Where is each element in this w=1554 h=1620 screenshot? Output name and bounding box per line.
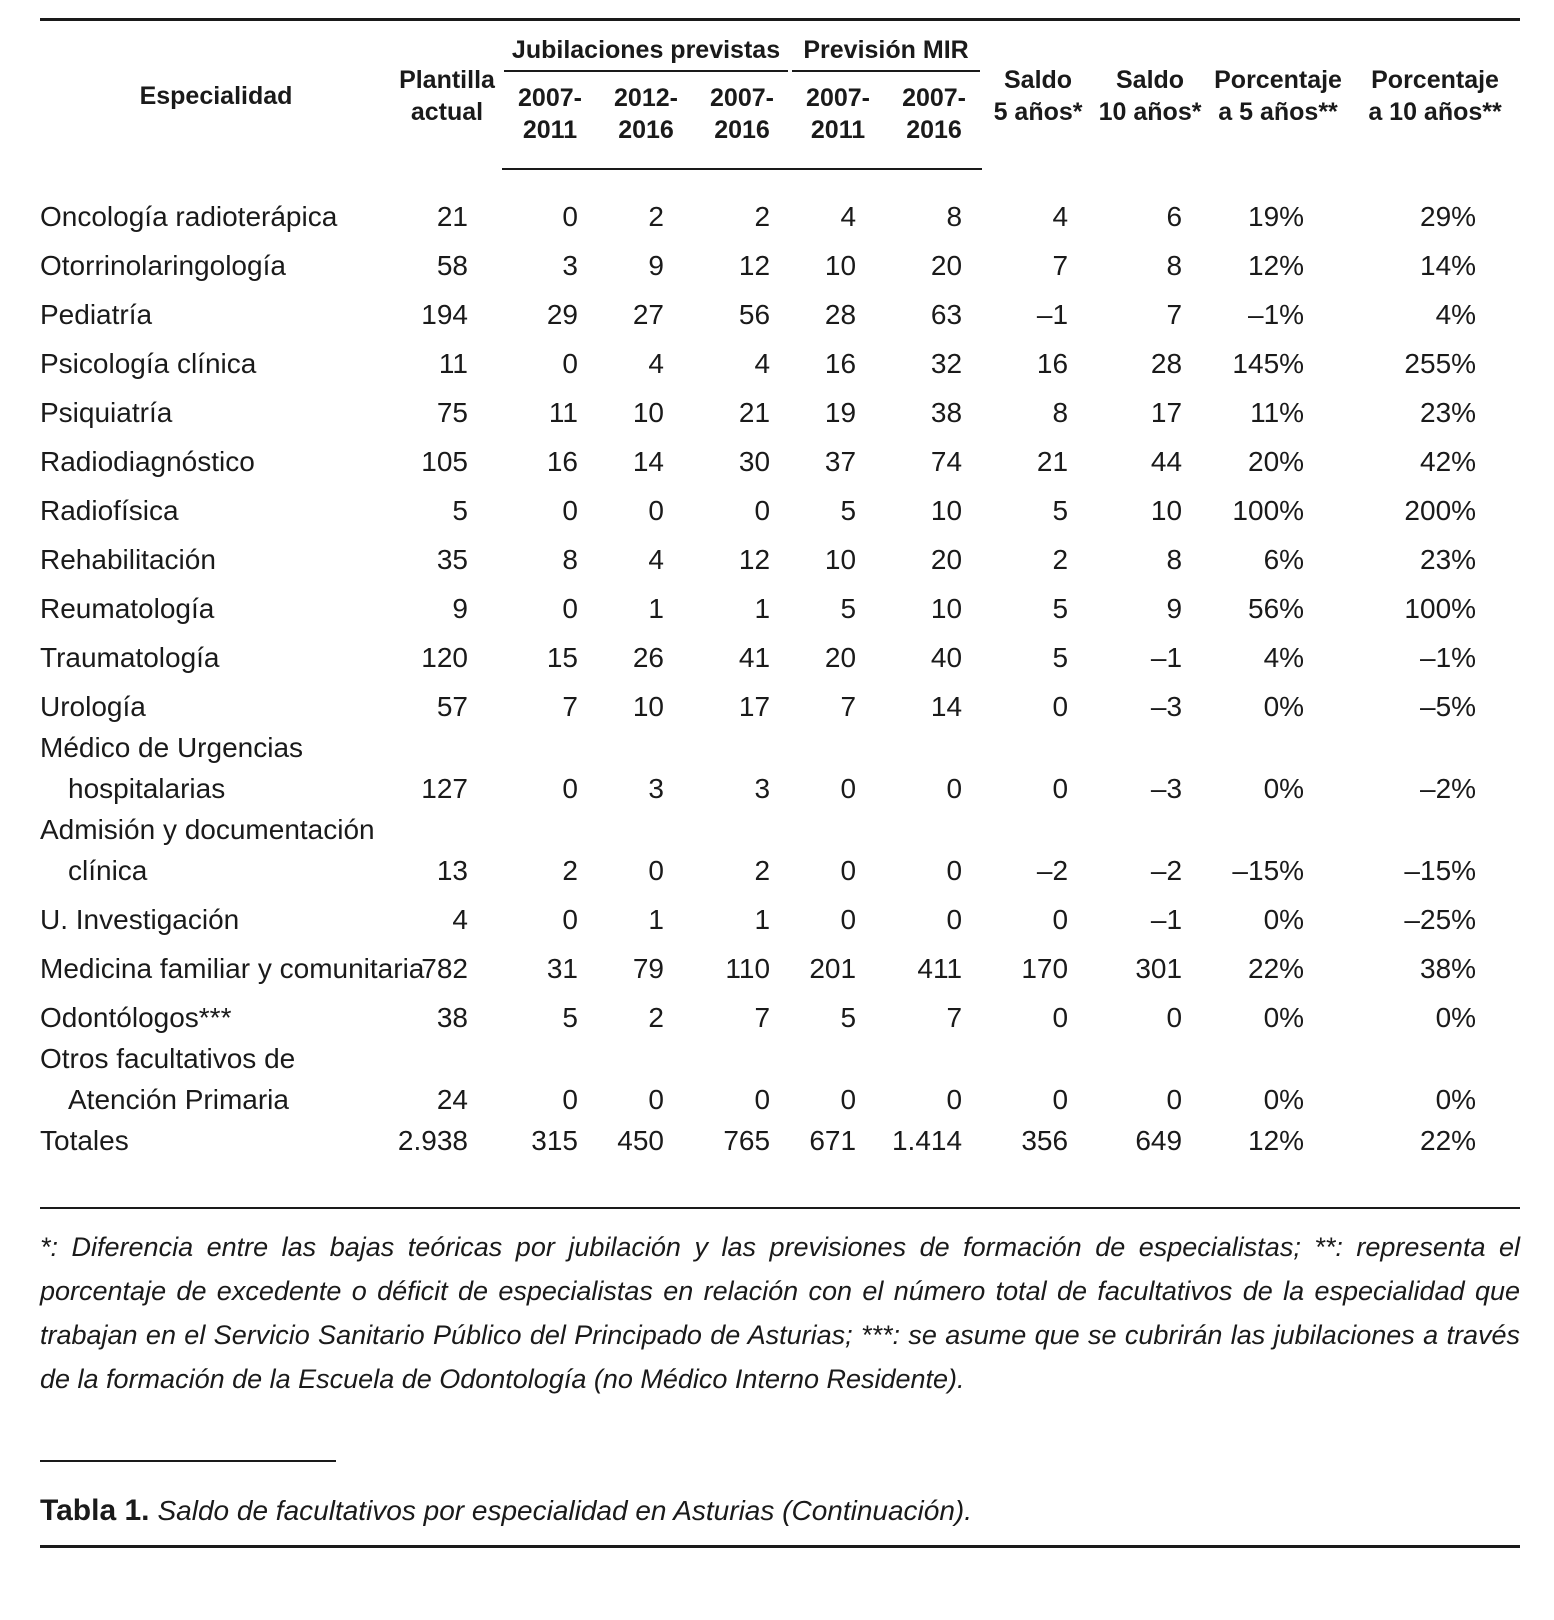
row-value-cell: 56% <box>1248 593 1305 624</box>
header-saldo10-line2: 10 años* <box>1098 97 1202 126</box>
specialty-name-line: Totales <box>40 1125 129 1156</box>
table-body <box>40 169 1520 1177</box>
row-value-cell: 3 <box>754 773 771 804</box>
row-value-cell: 2 <box>754 201 771 232</box>
table-top-rule <box>40 18 1520 21</box>
row-value-cell: 1 <box>754 904 771 935</box>
row-value-cell: 765 <box>723 1125 771 1156</box>
specialty-name-continuation: hospitalarias <box>68 773 226 804</box>
header-jubilaciones-group <box>502 22 790 76</box>
row-value-cell: 4 <box>754 348 771 379</box>
row-value-cell: 2 <box>1052 544 1069 575</box>
header-pct10-line2: a 10 años** <box>1368 97 1502 126</box>
row-value-cell: 201 <box>809 953 857 984</box>
header-especialidad: Especialidad <box>139 81 293 110</box>
row-specialty-name <box>40 940 425 989</box>
row-value-cell: 671 <box>809 1125 857 1156</box>
table-footnote: *: Diferencia entre las bajas teóricas por jubilación y las previsiones de formación de especialistas; **: representa el porcentaje de excedente o déficit de especialistas en relación con el número total de facultativos de la especialidad que trabajan en el Servicio Sanitario Público del Principado de Asturias; ***: se asume que se cubrirán las jubilaciones a través de la formación de la Escuela de Odontología (no Médico Interno Residente). <box>40 1232 1520 1394</box>
row-value-cell: 10 <box>824 544 857 575</box>
row-value-cell: 0 <box>562 773 578 804</box>
row-value-cell: 19 <box>824 397 857 428</box>
caption-separator <box>40 1460 336 1462</box>
table-row <box>40 678 1520 727</box>
header-year-end: 2011 <box>810 116 866 144</box>
row-value-cell: 57 <box>436 691 468 722</box>
row-value-cell: 3 <box>562 250 578 281</box>
row-value-cell: 21 <box>436 201 468 232</box>
header-jub-2007-2011 <box>502 76 598 169</box>
table-row <box>40 433 1520 482</box>
row-value-cell: –2 <box>1036 855 1069 886</box>
row-value-cell: 145% <box>1232 348 1305 379</box>
specialty-table <box>40 22 1520 1177</box>
row-value-cell: 38% <box>1420 953 1477 984</box>
header-year-start: 2007- <box>710 84 774 112</box>
header-pct5-line1: Porcentaje <box>1214 65 1342 94</box>
row-value-cell: 12 <box>738 544 771 575</box>
row-value-cell: –15% <box>1404 855 1477 886</box>
row-value-cell: 41 <box>738 642 771 673</box>
row-value-cell: 4 <box>840 201 857 232</box>
row-value-cell: 194 <box>421 299 468 330</box>
row-value-cell: 7 <box>1052 250 1069 281</box>
row-value-cell: 7 <box>1166 299 1183 330</box>
header-jubilaciones: Jubilaciones previstas <box>504 34 788 72</box>
table-row <box>40 482 1520 531</box>
row-value-cell: 75 <box>436 397 468 428</box>
row-value-cell: 450 <box>617 1125 664 1156</box>
header-saldo10 <box>1094 22 1206 169</box>
specialty-name-line: Odontólogos*** <box>40 1002 232 1033</box>
header-saldo5-line2: 5 años* <box>993 97 1083 126</box>
header-year-end: 2016 <box>618 116 674 144</box>
row-value-cell: 649 <box>1135 1125 1183 1156</box>
row-value-cell: 1 <box>754 593 771 624</box>
row-specialty-name <box>40 286 392 335</box>
header-year-start: 2007- <box>902 84 967 112</box>
page-end-rule <box>40 1545 1520 1548</box>
row-value-cell: 56 <box>738 299 771 330</box>
header-year-start: 2007- <box>806 84 870 112</box>
row-value-cell: 8 <box>562 544 578 575</box>
row-value-cell: 37 <box>824 446 857 477</box>
row-value-cell: 15 <box>546 642 578 673</box>
row-value-cell: 0 <box>946 904 963 935</box>
row-value-cell: 20 <box>930 250 963 281</box>
row-specialty-name <box>40 989 392 1038</box>
row-value-cell: 8 <box>1052 397 1069 428</box>
row-value-cell: 21 <box>1036 446 1069 477</box>
row-value-cell: 79 <box>632 953 664 984</box>
row-value-cell: 21 <box>738 397 771 428</box>
row-value-cell: 26 <box>632 642 664 673</box>
row-value-cell: 14% <box>1420 250 1477 281</box>
table-row <box>40 580 1520 629</box>
specialty-name-line: Psicología clínica <box>40 348 257 379</box>
row-value-cell: 2 <box>648 201 664 232</box>
row-value-cell: 12% <box>1248 1125 1305 1156</box>
specialty-name-line: Pediatría <box>40 299 153 330</box>
row-value-cell: –1 <box>1150 904 1183 935</box>
row-value-cell: 10 <box>632 691 664 722</box>
specialty-name-line: Otorrinolaringología <box>40 250 286 281</box>
row-value-cell: 0 <box>648 855 664 886</box>
row-value-cell: 105 <box>421 446 468 477</box>
row-value-cell: 1 <box>648 593 664 624</box>
row-value-cell: 0 <box>562 201 578 232</box>
row-value-cell: 2 <box>754 855 771 886</box>
table-row <box>40 989 1520 1038</box>
row-value-cell: 4% <box>1435 299 1477 330</box>
row-value-cell: 9 <box>452 593 468 624</box>
row-specialty-name <box>40 727 392 809</box>
row-specialty-name <box>40 482 392 531</box>
row-value-cell: 5 <box>840 495 857 526</box>
table-row <box>40 1038 1520 1120</box>
row-value-cell: 38 <box>930 397 963 428</box>
row-value-cell: 11 <box>548 397 578 428</box>
row-value-cell: 7 <box>946 1002 963 1033</box>
row-value-cell: 5 <box>1052 642 1069 673</box>
row-value-cell: 0 <box>562 1084 578 1115</box>
table-row <box>40 1120 1520 1177</box>
header-pct10-line1: Porcentaje <box>1371 65 1499 94</box>
specialty-name-line: Otros facultativos de <box>40 1043 296 1074</box>
header-prevision-group <box>790 22 982 76</box>
header-plantilla-line1: Plantilla <box>399 65 495 94</box>
specialty-name-line: Radiodiagnóstico <box>40 446 255 477</box>
row-value-cell: 0% <box>1263 773 1305 804</box>
row-specialty-name <box>40 580 392 629</box>
row-specialty-name <box>40 678 392 727</box>
row-value-cell: 0 <box>946 1084 963 1115</box>
row-value-cell: 0 <box>754 1084 771 1115</box>
row-value-cell: 0% <box>1263 691 1305 722</box>
header-saldo10-line1: Saldo <box>1116 65 1185 94</box>
row-specialty-name <box>40 1038 392 1120</box>
row-value-cell: 5 <box>1052 593 1069 624</box>
row-value-cell: –3 <box>1150 691 1183 722</box>
row-value-cell: 4 <box>1052 201 1069 232</box>
row-value-cell: 0 <box>648 495 664 526</box>
row-value-cell: 11% <box>1250 397 1305 428</box>
table-row <box>40 531 1520 580</box>
row-value-cell: 16 <box>824 348 857 379</box>
row-value-cell: 0 <box>562 348 578 379</box>
row-value-cell: 200% <box>1404 495 1477 526</box>
row-value-cell: 22% <box>1248 953 1305 984</box>
header-year-end: 2011 <box>522 116 578 144</box>
row-value-cell: 7 <box>562 691 578 722</box>
row-value-cell: 22% <box>1420 1125 1477 1156</box>
row-value-cell: 11 <box>438 348 468 379</box>
row-value-cell: 315 <box>531 1125 578 1156</box>
specialty-name-line: Radiofísica <box>40 495 179 526</box>
row-value-cell: 0 <box>562 593 578 624</box>
row-value-cell: 0 <box>840 855 857 886</box>
row-value-cell: 0 <box>840 904 857 935</box>
document-page <box>40 0 1520 1620</box>
row-value-cell: 5 <box>840 1002 857 1033</box>
row-value-cell: 63 <box>930 299 963 330</box>
row-value-cell: 5 <box>840 593 857 624</box>
row-value-cell: 19% <box>1248 201 1305 232</box>
row-value-cell: 20 <box>930 544 963 575</box>
row-value-cell: 14 <box>930 691 963 722</box>
row-value-cell: –2 <box>1150 855 1183 886</box>
row-value-cell: 13 <box>436 855 468 886</box>
row-value-cell: 1 <box>648 904 664 935</box>
row-value-cell: 4 <box>452 904 468 935</box>
row-value-cell: 110 <box>725 953 771 984</box>
row-value-cell: 3 <box>648 773 664 804</box>
header-year-end: 2016 <box>906 116 962 144</box>
row-specialty-name <box>40 335 392 384</box>
row-value-cell: –1 <box>1036 299 1069 330</box>
row-value-cell: 74 <box>930 446 963 477</box>
specialty-name-line: U. Investigación <box>40 904 240 935</box>
caption-label: Tabla 1. <box>40 1494 150 1527</box>
table-row <box>40 286 1520 335</box>
row-value-cell: 100% <box>1232 495 1305 526</box>
table-row <box>40 629 1520 678</box>
header-plantilla-line2: actual <box>410 97 484 126</box>
row-value-cell: 411 <box>917 953 963 984</box>
row-value-cell: 31 <box>546 953 578 984</box>
row-specialty-name <box>40 237 392 286</box>
row-value-cell: 16 <box>1036 348 1069 379</box>
header-pct5-line2: a 5 años** <box>1218 97 1338 126</box>
row-value-cell: 301 <box>1135 953 1183 984</box>
row-value-cell: 120 <box>421 642 468 673</box>
row-value-cell: 0 <box>562 904 578 935</box>
row-value-cell: 127 <box>421 773 468 804</box>
row-specialty-name <box>40 531 392 580</box>
row-value-cell: 16 <box>546 446 578 477</box>
table-caption <box>40 1491 972 1531</box>
row-value-cell: 2 <box>562 855 578 886</box>
row-value-cell: 35 <box>436 544 468 575</box>
row-value-cell: 32 <box>930 348 963 379</box>
row-value-cell: 170 <box>1021 953 1069 984</box>
specialty-name-line: Medicina familiar y comunitaria <box>40 953 425 984</box>
header-jub-2007-2016 <box>694 76 790 169</box>
row-value-cell: 29% <box>1420 201 1477 232</box>
table-row <box>40 809 1520 891</box>
table-row <box>40 335 1520 384</box>
row-value-cell: 1.414 <box>891 1125 963 1156</box>
row-value-cell: 17 <box>1150 397 1183 428</box>
row-value-cell: 42% <box>1420 446 1477 477</box>
row-value-cell: 9 <box>648 250 664 281</box>
header-mir-2007-2011 <box>790 76 886 169</box>
row-value-cell: 5 <box>452 495 468 526</box>
row-value-cell: 356 <box>1021 1125 1069 1156</box>
row-value-cell: 8 <box>1166 544 1183 575</box>
row-value-cell: 0 <box>1052 773 1069 804</box>
specialty-name-line: Rehabilitación <box>40 544 216 575</box>
row-specialty-name <box>40 433 392 482</box>
row-value-cell: –15% <box>1232 855 1305 886</box>
row-value-cell: 2 <box>648 1002 664 1033</box>
row-value-cell: 28 <box>824 299 857 330</box>
row-value-cell: 10 <box>1150 495 1183 526</box>
row-value-cell: 0 <box>1052 1002 1069 1033</box>
row-value-cell: 0 <box>1052 904 1069 935</box>
row-value-cell: 40 <box>930 642 963 673</box>
row-value-cell: 10 <box>824 250 857 281</box>
table-header <box>40 22 1520 169</box>
row-value-cell: –1% <box>1420 642 1477 673</box>
row-value-cell: 6 <box>1166 201 1183 232</box>
row-specialty-name <box>40 629 392 678</box>
row-value-cell: 0 <box>840 1084 857 1115</box>
row-value-cell: 782 <box>421 953 468 984</box>
row-value-cell: 14 <box>632 446 664 477</box>
row-value-cell: 4 <box>648 348 664 379</box>
row-value-cell: 8 <box>946 201 963 232</box>
row-value-cell: 2.938 <box>397 1125 468 1156</box>
row-value-cell: 5 <box>1052 495 1069 526</box>
row-value-cell: 255% <box>1404 348 1477 379</box>
specialty-name-continuation: clínica <box>68 855 148 886</box>
header-year-start: 2007- <box>518 84 582 112</box>
header-pct10 <box>1350 22 1520 169</box>
row-value-cell: 30 <box>738 446 771 477</box>
row-value-cell: 12% <box>1248 250 1305 281</box>
row-value-cell: 0 <box>648 1084 664 1115</box>
row-value-cell: 0% <box>1263 1084 1305 1115</box>
specialty-name-continuation: Atención Primaria <box>68 1084 289 1115</box>
row-value-cell: 8 <box>1166 250 1183 281</box>
caption-text: Saldo de facultativos por especialidad en Asturias (Continuación). <box>157 1495 973 1526</box>
row-value-cell: 0% <box>1435 1002 1477 1033</box>
header-prevision: Previsión MIR <box>792 34 980 72</box>
table-row <box>40 237 1520 286</box>
row-specialty-name <box>40 384 392 433</box>
header-saldo5-line1: Saldo <box>1004 65 1073 94</box>
header-saldo5 <box>982 22 1094 169</box>
row-value-cell: –1 <box>1150 642 1183 673</box>
row-value-cell: 100% <box>1404 593 1477 624</box>
row-value-cell: –5% <box>1420 691 1477 722</box>
specialty-name-line: Médico de Urgencias <box>40 732 304 763</box>
row-value-cell: 0 <box>1166 1002 1183 1033</box>
row-specialty-name <box>40 809 392 891</box>
row-value-cell: 0 <box>946 855 963 886</box>
row-value-cell: 23% <box>1420 397 1477 428</box>
row-value-cell: 24 <box>436 1084 468 1115</box>
specialty-name-line: Admisión y documentación <box>40 814 375 845</box>
row-value-cell: 4% <box>1263 642 1305 673</box>
specialty-name-line: Urología <box>40 691 146 722</box>
table-row <box>40 891 1520 940</box>
row-value-cell: 23% <box>1420 544 1477 575</box>
row-value-cell: 4 <box>648 544 664 575</box>
header-mir-2007-2016 <box>886 76 982 169</box>
table-row <box>40 940 1520 989</box>
header-jub-2012-2016 <box>598 76 694 169</box>
row-value-cell: 28 <box>1150 348 1183 379</box>
row-value-cell: 9 <box>1166 593 1183 624</box>
row-value-cell: 20 <box>824 642 857 673</box>
table-row <box>40 169 1520 237</box>
header-year-start: 2012- <box>614 84 678 112</box>
row-value-cell: 0% <box>1263 1002 1305 1033</box>
row-value-cell: 7 <box>754 1002 771 1033</box>
row-value-cell: 58 <box>436 250 468 281</box>
row-specialty-name <box>40 1120 392 1177</box>
row-value-cell: 44 <box>1150 446 1183 477</box>
row-value-cell: 7 <box>840 691 857 722</box>
row-value-cell: 0% <box>1435 1084 1477 1115</box>
row-value-cell: 38 <box>436 1002 468 1033</box>
specialty-name-line: Oncología radioterápica <box>40 201 338 232</box>
row-value-cell: 10 <box>930 593 963 624</box>
row-value-cell: 12 <box>738 250 771 281</box>
header-year-end: 2016 <box>714 116 770 144</box>
row-value-cell: 0 <box>562 495 578 526</box>
row-value-cell: 0 <box>946 773 963 804</box>
specialty-name-line: Psiquiatría <box>40 397 173 428</box>
row-value-cell: 0 <box>840 773 857 804</box>
row-value-cell: 0% <box>1263 904 1305 935</box>
specialty-name-line: Reumatología <box>40 593 215 624</box>
row-value-cell: 0 <box>1052 1084 1069 1115</box>
header-pct5 <box>1206 22 1350 169</box>
row-value-cell: 17 <box>738 691 771 722</box>
row-value-cell: –3 <box>1150 773 1183 804</box>
table-bottom-rule <box>40 1207 1520 1209</box>
row-value-cell: 5 <box>562 1002 578 1033</box>
row-specialty-name <box>40 891 392 940</box>
header-plantilla <box>392 22 502 169</box>
table-row <box>40 384 1520 433</box>
row-value-cell: 29 <box>546 299 578 330</box>
row-specialty-name <box>40 169 392 237</box>
row-value-cell: 20% <box>1248 446 1305 477</box>
row-value-cell: 0 <box>754 495 771 526</box>
row-value-cell: 27 <box>632 299 664 330</box>
row-value-cell: –1% <box>1248 299 1305 330</box>
table-row <box>40 727 1520 809</box>
row-value-cell: 0 <box>1166 1084 1183 1115</box>
row-value-cell: –2% <box>1420 773 1477 804</box>
row-value-cell: –25% <box>1404 904 1477 935</box>
specialty-name-line: Traumatología <box>40 642 220 673</box>
row-value-cell: 10 <box>632 397 664 428</box>
row-value-cell: 6% <box>1263 544 1305 575</box>
row-value-cell: 0 <box>1052 691 1069 722</box>
row-value-cell: 10 <box>930 495 963 526</box>
